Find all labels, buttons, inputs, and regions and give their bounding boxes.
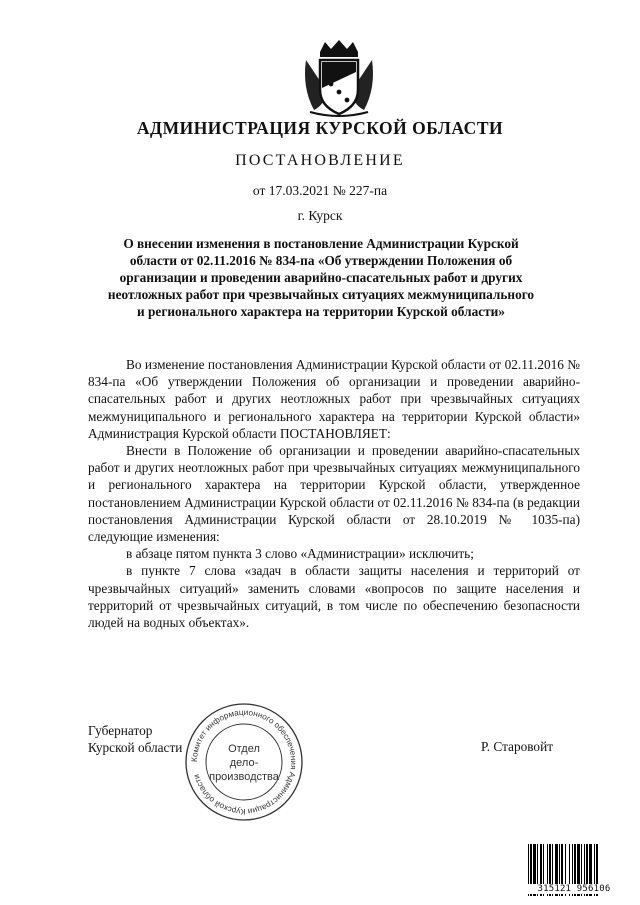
document-type: ПОСТАНОВЛЕНИЕ: [235, 152, 405, 169]
document-date-number: от 17.03.2021 № 227-па: [252, 183, 388, 198]
stamp-center-line: производства: [209, 771, 279, 783]
position-line: Курской области: [88, 740, 183, 756]
document-subject: [100, 235, 542, 320]
subject-line: организации и проведении аварийно-спасательных работ и других: [119, 270, 523, 285]
subject-line: области от 02.11.2016 № 834-па «Об утверждении Положения об: [129, 253, 513, 268]
stamp-ring-text: Комитет информационного обеспечения Администрации Курской области: [189, 707, 299, 817]
organization-title: АДМИНИСТРАЦИЯ КУРСКОЙ ОБЛАСТИ: [136, 118, 504, 138]
preamble-text: Во изменение постановления Администрации Курской области от 02.11.2016 № 834-па «Об утверждении Положения об организации и проведении аварийно-спасательных работ и других неотложных работ при чрезвычайных ситуациях межмуниципального и регионального характера на территории Курской области» Администрация Курской области: [88, 357, 580, 441]
signatory-position: [88, 722, 182, 756]
document-city: г. Курск: [297, 208, 343, 223]
preamble-paragraph: [88, 356, 580, 442]
body-paragraph: в пункте 7 слова «задач в области защиты населения и территорий от чрезвычайных ситуаций» заменить словами «вопросов по защите населения и территорий от чрезвычайных ситуаций, в том числе по обеспечению безопасности людей на водных объектах».: [88, 563, 580, 631]
barcode-number: 315121 956106: [527, 884, 621, 894]
office-stamp: [182, 700, 306, 824]
body-paragraph: Внести в Положение об организации и проведении аварийно-спасательных работ и других неотложных работ при чрезвычайных ситуациях межмуниципального и регионального характера на территории Курской области, утвержденное постановлением Администрации Курской области от 02.11.2016 № 834-па (в редакции постановления Администрации Курской области от 28.10.2019 № 1035-па) следующие изменения:: [88, 443, 580, 545]
subject-line: и регионального характера на территории Курской области»: [137, 304, 505, 319]
kursk-coat-of-arms-icon: [300, 38, 378, 118]
stamp-center-line: Отдел: [228, 743, 260, 755]
subject-line: О внесении изменения в постановление Администрации Курской: [123, 236, 519, 251]
position-line: Губернатор: [88, 723, 153, 738]
body-paragraph: в абзаце пятом пункта 3 слово «Администрации» исключить;: [126, 546, 474, 562]
document-body: [88, 356, 580, 631]
signatory-name: Р. Старовойт: [481, 739, 554, 754]
subject-line: неотложных работ при чрезвычайных ситуациях межмуниципального: [107, 287, 535, 302]
decree-word: ПОСТАНОВЛЯЕТ:: [279, 425, 391, 441]
stamp-center-line: дело-: [229, 757, 259, 769]
